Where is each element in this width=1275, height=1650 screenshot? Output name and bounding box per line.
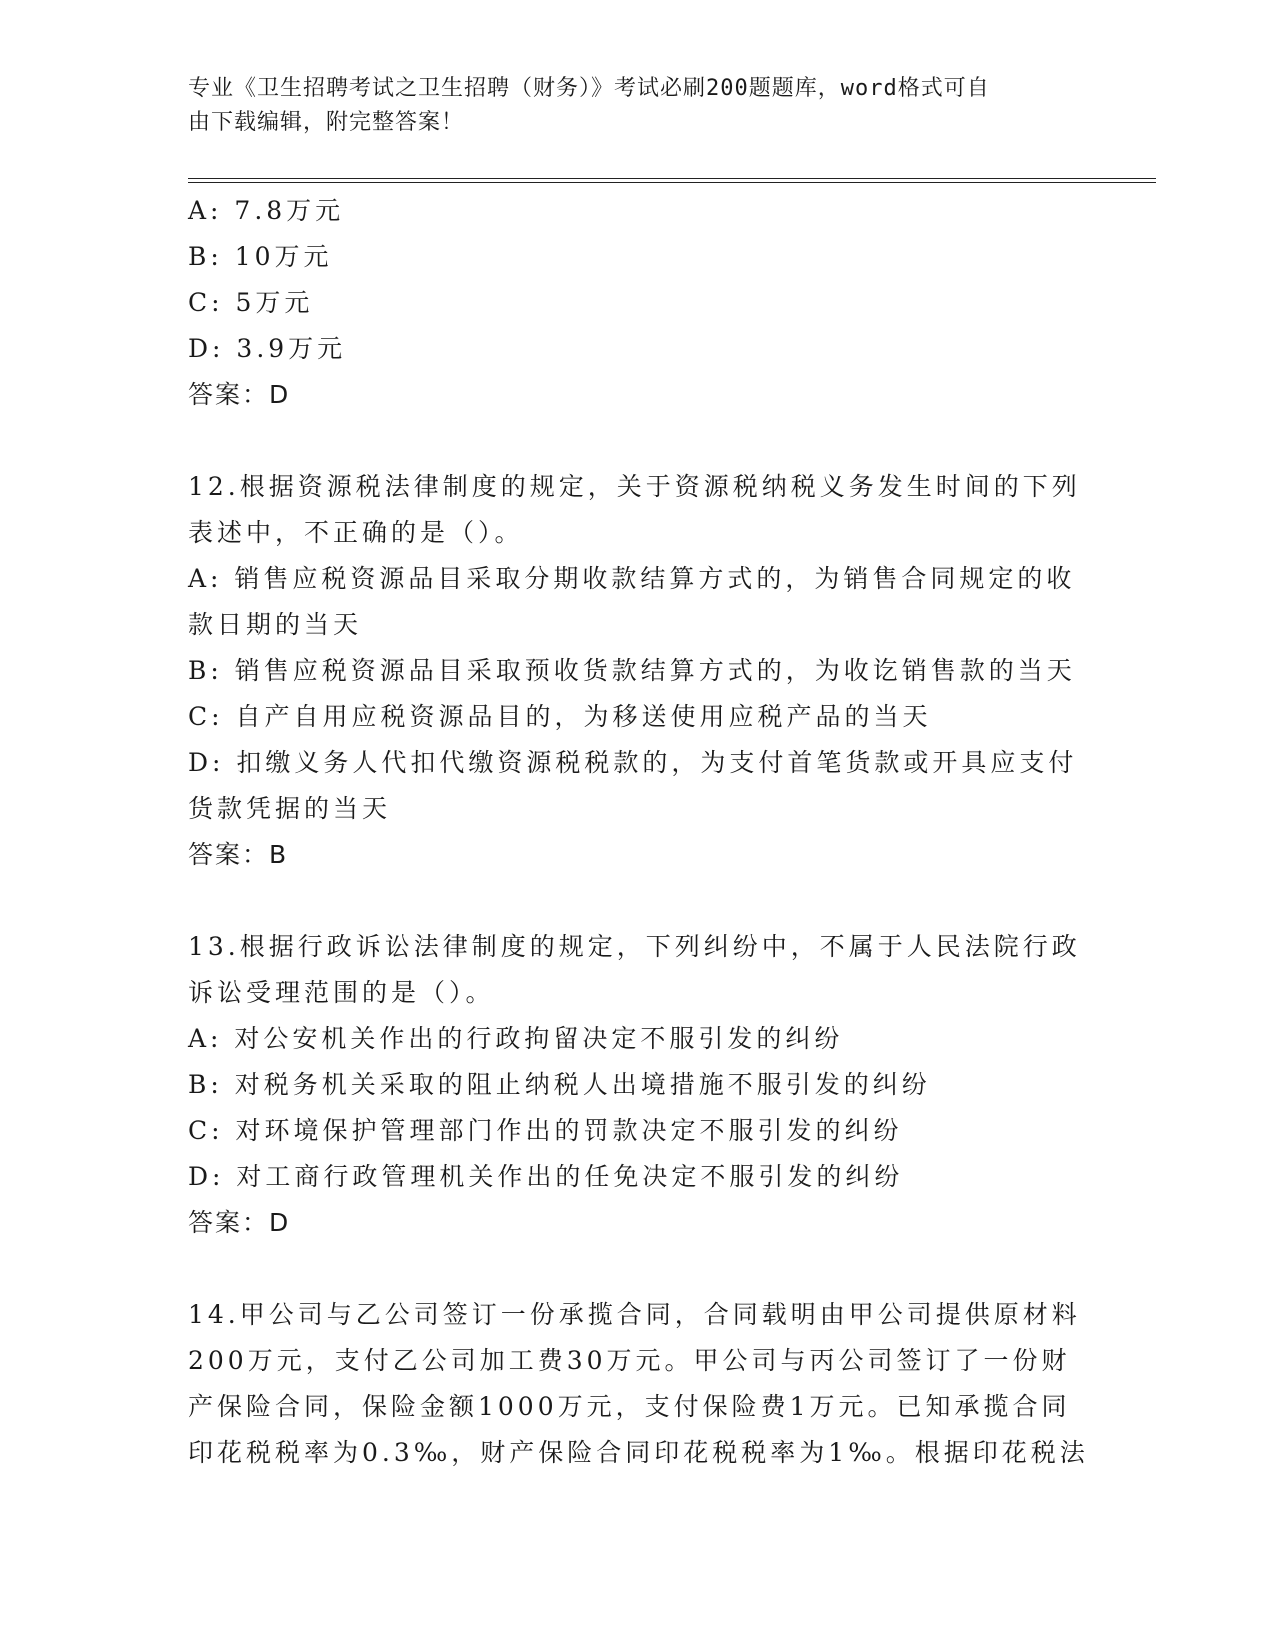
answer-line: 答案：B <box>188 840 289 869</box>
header-line-1: 专业《卫生招聘考试之卫生招聘（财务）》考试必刷200题题库，word格式可自 <box>188 76 990 101</box>
option-d: D: 3.9万元 <box>188 334 347 363</box>
option-a: A: 对公安机关作出的行政拘留决定不服引发的纠纷 <box>188 1024 844 1053</box>
header-line-2: 由下载编辑，附完整答案！ <box>188 110 465 135</box>
option-d: D: 扣缴义务人代扣代缴资源税税款的，为支付首笔货款或开具应支付 <box>188 748 1078 777</box>
answer-line: 答案：D <box>188 1208 291 1237</box>
option-a: A: 7.8万元 <box>188 196 345 225</box>
option-c: C: 对环境保护管理部门作出的罚款决定不服引发的纠纷 <box>188 1116 903 1145</box>
question-text-line: 13.根据行政诉讼法律制度的规定，下列纠纷中，不属于人民法院行政 <box>188 932 1081 961</box>
question-text-line: 200万元，支付乙公司加工费30万元。甲公司与丙公司签订了一份财 <box>188 1346 1071 1375</box>
option-c: C: 5万元 <box>188 288 314 317</box>
option-c: C: 自产自用应税资源品目的，为移送使用应税产品的当天 <box>188 702 932 731</box>
option-b: B: 对税务机关采取的阻止纳税人出境措施不服引发的纠纷 <box>188 1070 931 1099</box>
option-a-continued: 款日期的当天 <box>188 610 363 639</box>
option-b: B: 销售应税资源品目采取预收货款结算方式的，为收讫销售款的当天 <box>188 656 1076 685</box>
option-d-continued: 货款凭据的当天 <box>188 794 392 823</box>
question-text-line: 产保险合同，保险金额1000万元，支付保险费1万元。已知承揽合同 <box>188 1392 1071 1421</box>
header-divider-bottom <box>188 182 1156 183</box>
question-13 <box>188 924 1088 1246</box>
question-text-line: 印花税税率为0.3‰，财产保险合同印花税税率为1‰。根据印花税法 <box>188 1438 1089 1467</box>
document-body <box>188 188 1088 1476</box>
question-11-fragment <box>188 188 1088 418</box>
document-header <box>188 72 1068 140</box>
option-b: B: 10万元 <box>188 242 333 271</box>
question-text-line: 表述中，不正确的是（）。 <box>188 518 524 547</box>
header-divider-top <box>188 178 1156 179</box>
question-text-line: 14.甲公司与乙公司签订一份承揽合同，合同载明由甲公司提供原材料 <box>188 1300 1081 1329</box>
option-d: D: 对工商行政管理机关作出的任免决定不服引发的纠纷 <box>188 1162 904 1191</box>
question-14 <box>188 1292 1088 1476</box>
option-a: A: 销售应税资源品目采取分期收款结算方式的，为销售合同规定的收 <box>188 564 1076 593</box>
question-text-line: 诉讼受理范围的是（）。 <box>188 978 495 1007</box>
question-12 <box>188 464 1088 878</box>
question-text-line: 12.根据资源税法律制度的规定，关于资源税纳税义务发生时间的下列 <box>188 472 1081 501</box>
answer-line: 答案：D <box>188 380 291 409</box>
